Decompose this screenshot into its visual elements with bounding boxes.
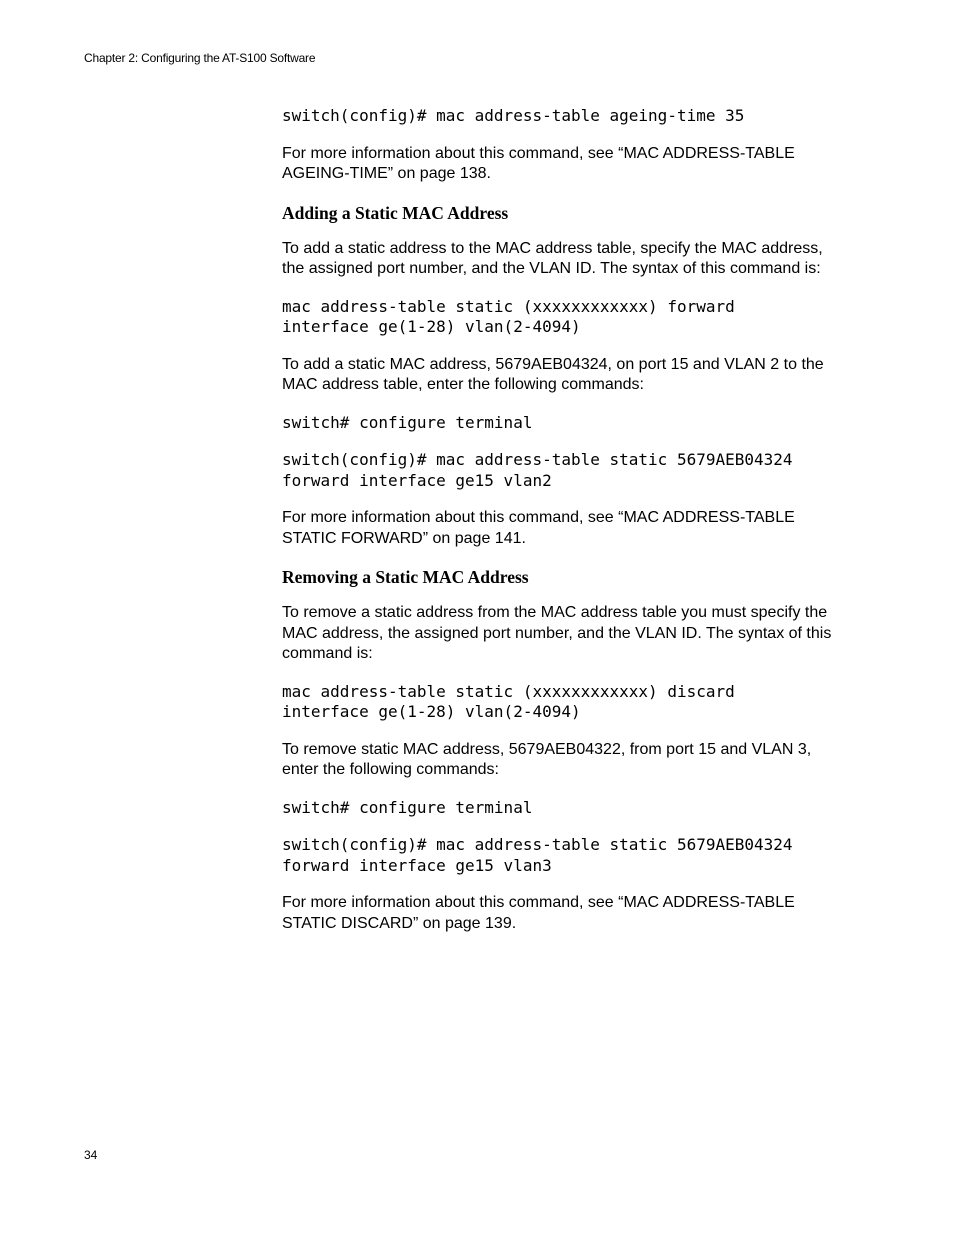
code-configure-terminal: switch# configure terminal <box>282 412 533 432</box>
code-line: switch(config)# mac address-table static 5679AEB04324 <box>282 450 793 469</box>
page-content <box>282 106 842 951</box>
paragraph-remove-example: To remove static MAC address, 5679AEB04322, from port 15 and VLAN 3, enter the following commands: <box>282 740 812 778</box>
code-configure-terminal: switch# configure terminal <box>282 797 533 817</box>
code-add-syntax <box>282 297 842 338</box>
code-remove-syntax <box>282 682 842 723</box>
code-line: switch(config)# mac address-table static 5679AEB04324 <box>282 835 793 854</box>
paragraph-remove-reference: For more information about this command, see “MAC ADDRESS-TABLE STATIC DISCARD” on page 139. <box>282 894 795 932</box>
code-line: forward interface ge15 vlan3 <box>282 855 552 875</box>
code-line: mac address-table static (xxxxxxxxxxxx) discard <box>282 681 735 701</box>
heading-adding-static-mac: Adding a Static MAC Address <box>282 202 509 223</box>
code-line: mac address-table static (xxxxxxxxxxxx) forward <box>282 296 735 316</box>
code-line: interface ge(1-28) vlan(2-4094) <box>282 702 581 721</box>
code-remove-static-command <box>282 835 842 876</box>
paragraph-ageing-reference: For more information about this command, see “MAC ADDRESS-TABLE AGEING-TIME” on page 138. <box>282 144 795 182</box>
paragraph-add-example: To add a static MAC address, 5679AEB04324, on port 15 and VLAN 2 to the MAC address table, enter the following commands: <box>282 355 824 393</box>
paragraph-remove-intro: To remove a static address from the MAC address table you must specify the MAC address, the assigned port number, and the VLAN ID. The syntax of this command is: <box>282 604 832 662</box>
heading-removing-static-mac: Removing a Static MAC Address <box>282 567 529 587</box>
paragraph-add-intro: To add a static address to the MAC address table, specify the MAC address, the assigned port number, and the VLAN ID. The syntax of this command is: <box>282 239 823 277</box>
code-line: interface ge(1-28) vlan(2-4094) <box>282 317 581 336</box>
paragraph-add-reference: For more information about this command, see “MAC ADDRESS-TABLE STATIC FORWARD” on page 141. <box>282 509 795 547</box>
code-add-static-command <box>282 450 842 491</box>
running-header: Chapter 2: Configuring the AT-S100 Software <box>84 51 316 65</box>
code-line: forward interface ge15 vlan2 <box>282 470 552 490</box>
code-ageing-command: switch(config)# mac address-table ageing-time 35 <box>282 106 745 125</box>
page-number: 34 <box>84 1148 98 1162</box>
